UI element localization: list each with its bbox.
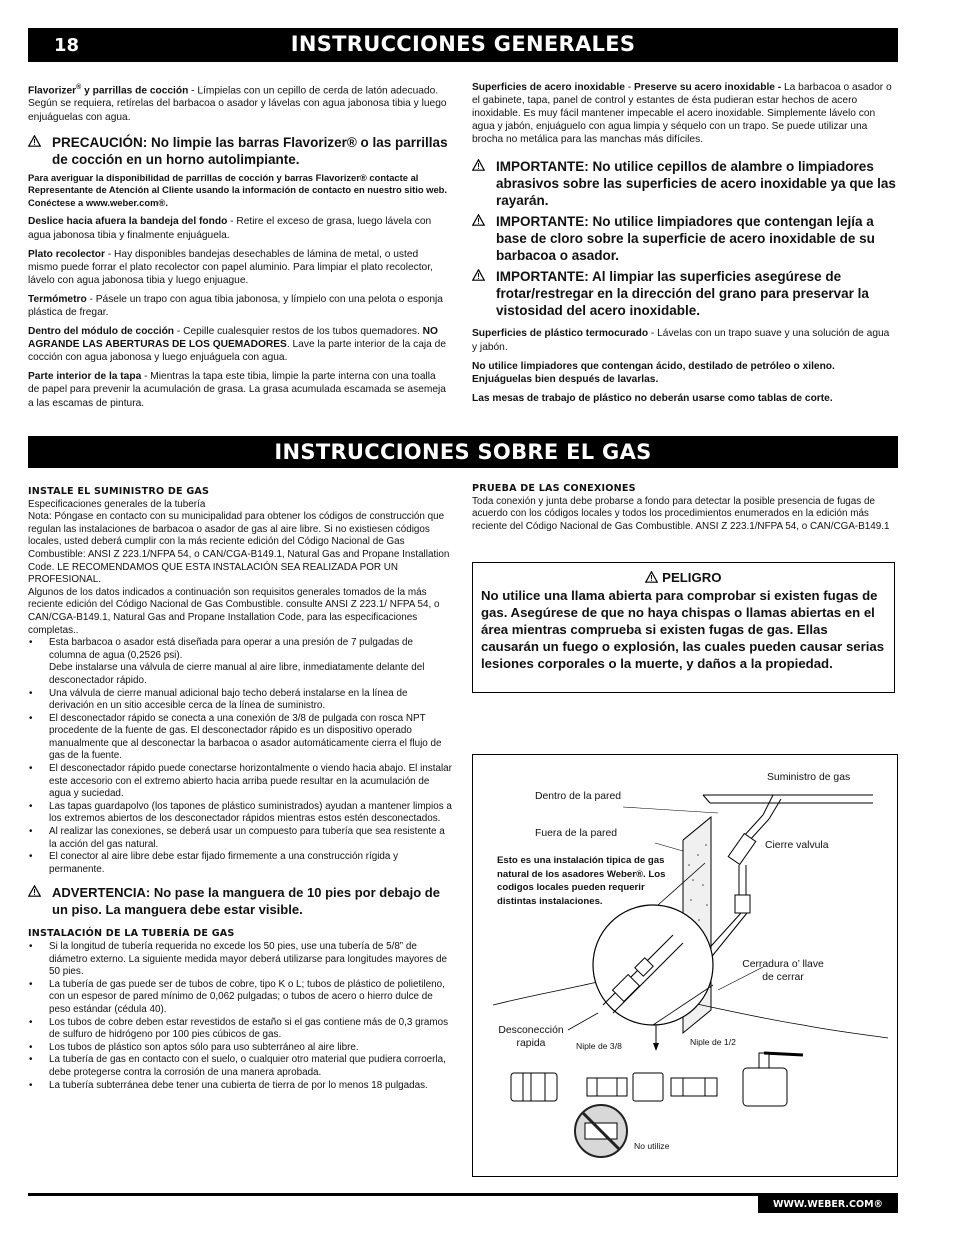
label-disconnect: Desconección rapida xyxy=(498,1025,564,1049)
warning-icon xyxy=(472,269,485,281)
nipple-1-2-fitting xyxy=(671,1078,717,1096)
gas-right-column xyxy=(472,483,898,533)
bullet-item: • Los tubos de cobre deben estar revestidos de estaño si el gas contiene más de 0,3 gramos de sulfuro de hidrógeno por 100 pies cúbicos de gas. xyxy=(28,1017,452,1042)
paragraph-tapa: Parte interior de la tapa - Mientras la tapa este tibia, limpie la parte interna con una toalla de papel para prevenir la acumulación de grasa. La grasa acumulada escamada se asemeja a las escamas de pintura. xyxy=(28,371,446,409)
figure-note: Esto es una instalación tipica de gas natural de los asadores Weber®. Los codigos locales pueden requerir distintas instalaciones. xyxy=(497,855,666,907)
pipe-bullet-list xyxy=(28,941,452,1092)
paragraph-bandeja: Deslice hacia afuera la bandeja del fondo - Retire el exceso de grasa, luego lávela con agua jabonosa tibia y finalmente enjuáguela. xyxy=(28,216,432,241)
label-supply: Suministro de gas xyxy=(767,772,851,783)
paragraph-termometro: Termómetro - Pásele un trapo con agua tibia jabonosa, y límpielo con una pelota o esponja plástica de fregar. xyxy=(28,293,443,319)
section-header-gas xyxy=(28,436,898,468)
shutoff-valve-fitting xyxy=(743,1068,787,1106)
note-paragraph: Nota: Póngase en contacto con su municipalidad para obtener los códigos de construcción que regulan las instalaciones de barbacoa o asador de gas al aire libre. Si no existiesen códigos locales, usted deberá cumplir con la más reciente edición del Código Nacional de Gas Combustible: ANSI Z 223.1/NFPA 54, o CAN/CGA-B149.1, Natural Gas and Propane Installation Code. LE RECOMENDAMOS QUE ESTA INSTALACIÓN SEA REALIZADA POR UN PROFESIONAL. xyxy=(28,511,450,586)
warning-icon xyxy=(645,570,658,587)
paragraph-mesas: Las mesas de trabajo de plástico no deberán usarse como tablas de corte. xyxy=(472,392,833,404)
section-title: INSTRUCCIONES GENERALES xyxy=(290,32,636,56)
test-paragraph: Toda conexión y junta debe probarse a fondo para detectar la posible presencia de fugas de acuerdo con los códigos locales y todos los procedimientos enumerados en la edición más reciente del Código Nacional de Gas Combustible. ANSI Z 223.1/NFPA 54, o CAN/CGA-B149.1 xyxy=(472,495,890,532)
bullet-item: • El desconectador rápido se conecta a una conexión de 3/8 de pulgada con rosca NPT procedente de la fuente de gas. El desconectador rápido es un dispositivo operado manualmente que al desconectar la barbacoa o asador automáticamente cierra el flujo de gas de la fuente. xyxy=(28,713,452,763)
advertencia-notice: ADVERTENCIA: No pase la manguera de 10 pies por debajo de un piso. La manguera debe estar visible. xyxy=(28,884,452,918)
section-title-gas: INSTRUCCIONES SOBRE EL GAS xyxy=(274,440,652,464)
fittings-row xyxy=(511,1053,803,1106)
bullet-item: • Los tubos de plástico son aptos sólo para uso subterráneo al aire libre. xyxy=(28,1042,452,1055)
caution-subtext: Para averiguar la disponibilidad de parrillas de cocción y barras Flavorizer® contacte al Representante de Atención al Cliente usando la información de contacto en nuestro sitio web. Conéctese a www.weber.com®. xyxy=(28,171,447,208)
bullet-item: • Al realizar las conexiones, se deberá usar un compuesto para tubería que sea resistente a la acción del gas natural. xyxy=(28,826,452,851)
danger-text: No utilice una llama abierta para comprobar si existen fugas de gas. Asegúrese de que no haya chispas o llamas abiertas en el área mientras comprueba si existen fugas de gas. Ellas causarán un fuego o explosión, las cuales pueden causar serias lesiones corporales o la muerte, y daños a la propiedad. xyxy=(481,588,885,671)
warning-icon xyxy=(472,159,485,171)
warning-icon xyxy=(28,135,41,147)
important-notice-1: IMPORTANTE: No utilice cepillos de alambre o limpiadores abrasivos sobre las superficies de acero inoxidable ya que las rayarán. xyxy=(472,158,896,209)
heading-pipe: INSTALACIÓN DE LA TUBERÍA DE GAS xyxy=(28,928,235,940)
caution-notice: PRECAUCIÓN: No limpie las barras Flavorizer® o las parrillas de cocción en un horno autolimpiante. xyxy=(28,134,448,168)
danger-heading: PELIGRO xyxy=(481,569,886,587)
label-outside-wall: Fuera de la pared xyxy=(535,828,618,839)
bullet-item: • Esta barbacoa o asador está diseñada para operar a una presión de 7 pulgadas de columna de agua (0,2526 psi). Debe instalarse una válvula de cierre manual al aire libre, inmediatamente delante del desconectador rápido. xyxy=(28,637,452,687)
intro-paragraph: Algunos de los datos indicados a continuación son requisitos generales tomados de la más reciente edición del Código Nacional de Gas Combustible. consulte ANSI Z 223.1/ NFPA 54, o CAN/CGA-B149.1, Natural Gas and Propane Installation Code, para las especificaciones completas.. xyxy=(28,586,440,636)
danger-box xyxy=(472,562,895,693)
quick-disconnect-fitting xyxy=(511,1073,557,1101)
label-no-use: No utilize xyxy=(634,1141,670,1151)
gas-left-column xyxy=(28,486,452,1092)
nipple-3-8-fitting xyxy=(587,1078,627,1096)
bullet-item: • Las tapas guardapolvo (los tapones de plástico suministrados) ayudan a mantener limpios a los extremos abiertos de los desconectador rápidos mientras estos estén desconectados. xyxy=(28,801,452,826)
footer-url[interactable]: WWW.WEBER.COM® xyxy=(758,1196,898,1213)
bullet-item: • La tubería subterránea debe tener una cubierta de tierra de por lo menos 18 pulgadas. xyxy=(28,1080,452,1093)
no-use-symbol xyxy=(575,1105,627,1157)
bullet-item: • Una válvula de cierre manual adicional bajo techo deberá instalarse en la línea de derivación en un sitio accesible cerca de la línea de suministro. xyxy=(28,688,452,713)
heading-install: INSTALE EL SUMINISTRO DE GAS xyxy=(28,486,210,497)
sub-specifications: Especificaciones generales de la tubería xyxy=(28,498,206,510)
label-lock: Cerradura o’ llave de cerrar xyxy=(742,959,824,983)
heading-test: PRUEBA DE LAS CONEXIONES xyxy=(472,483,636,494)
bullet-item: • La tubería de gas puede ser de tubos de cobre, tipo K o L; tubos de plástico de polietileno, con un espesor de pared mínimo de 0,062 pulgadas; o tubos de acero o hierro dulce de peso estándar (cédula 40). xyxy=(28,979,452,1017)
bullet-item: • La tubería de gas en contacto con el suelo, o cualquier otro material que pudiera corroerla, debe protegerse contra la corrosión de una manera aprobada. xyxy=(28,1054,452,1079)
bullet-item: • El conector al aire libre debe estar fijado firmemente a una construcción rígida y permanente. xyxy=(28,851,452,876)
page-number: 18 xyxy=(54,35,80,56)
gas-installation-figure xyxy=(472,754,898,1177)
section-header-general xyxy=(28,28,898,62)
label-inside-wall: Dentro de la pared xyxy=(535,791,622,802)
install-bullet-list xyxy=(28,637,452,876)
general-right-column xyxy=(472,81,896,411)
warning-icon xyxy=(28,885,41,897)
label-nipple-38: Niple de 3/8 xyxy=(576,1041,622,1051)
paragraph-acero: Superficies de acero inoxidable - Preserve su acero inoxidable - La barbacoa o asador o el gabinete, tapa, panel de control y estantes de ésta pudieran estar hechos de acero inoxidable. Es muy fácil mantener impecable el acero inoxidable. Simplemente lávelo con agua y jabón, enjuáguelo con agua limpia y séquelo con un trapo. Se puede utilizar una brocha no metálica para las manchas más difíciles. xyxy=(472,82,892,146)
important-notice-2: IMPORTANTE: No utilice limpiadores que contengan lejía a base de cloro sobre la superficie de acero inoxidable de su barbacoa o asador. xyxy=(472,213,896,264)
label-nipple-12: Niple de 1/2 xyxy=(690,1037,736,1047)
bullet-item: • El desconectador rápido puede conectarse horizontalmente o viendo hacia abajo. El instalar este accesorio con el extremo abierto hacia arriba puede resultar en la acumulación de agua y suciedad. xyxy=(28,763,452,801)
paragraph-modulo: Dentro del módulo de cocción - Cepille cualesquier restos de los tubos quemadores. NO AGRANDE LAS ABERTURAS DE LOS QUEMADORES. Lave la parte interior de la caja de cocción con agua jabonosa y luego enjuáguela con agua. xyxy=(28,326,446,364)
supply-pipe xyxy=(703,795,873,960)
paragraph-plastico: Superficies de plástico termocurado - Lávelas con un trapo suave y una solución de agua y jabón. xyxy=(472,328,890,353)
important-notice-3: IMPORTANTE: Al limpiar las superficies asegúrese de frotar/restregar en la dirección del grano para preservar la vistosidad del acero inoxidable. xyxy=(472,268,896,319)
paragraph-limpiadores: No utilice limpiadores que contengan ácido, destilado de petróleo o xileno. Enjuáguelas bien después de lavarlas. xyxy=(472,360,835,385)
warning-icon xyxy=(472,214,485,226)
paragraph-flavorizer: Flavorizer® y parrillas de cocción - Límpielas con un cepillo de cerda de latón adecuado. Según se requiera, retírelas del barbacoa o asador y lávelas con agua jabonosa tibia y luego enjuáguelas con agua. xyxy=(28,84,447,123)
paragraph-plato: Plato recolector - Hay disponibles bandejas desechables de lámina de metal, o usted mismo puede forrar el plato recolector con papel aluminio. Para limpiar el plato recolector, lávelo con agua jabonosa tibia y luego enjuague. xyxy=(28,248,433,286)
general-left-column xyxy=(28,81,448,416)
bullet-item: • Si la longitud de tubería requerida no excede los 50 pies, use una tubería de 5/8” de diámetro externo. La siguiente medida mayor deberá utilizarse para longitudes mayores de 50 pies. xyxy=(28,941,452,979)
label-valve: Cierre valvula xyxy=(765,840,829,851)
